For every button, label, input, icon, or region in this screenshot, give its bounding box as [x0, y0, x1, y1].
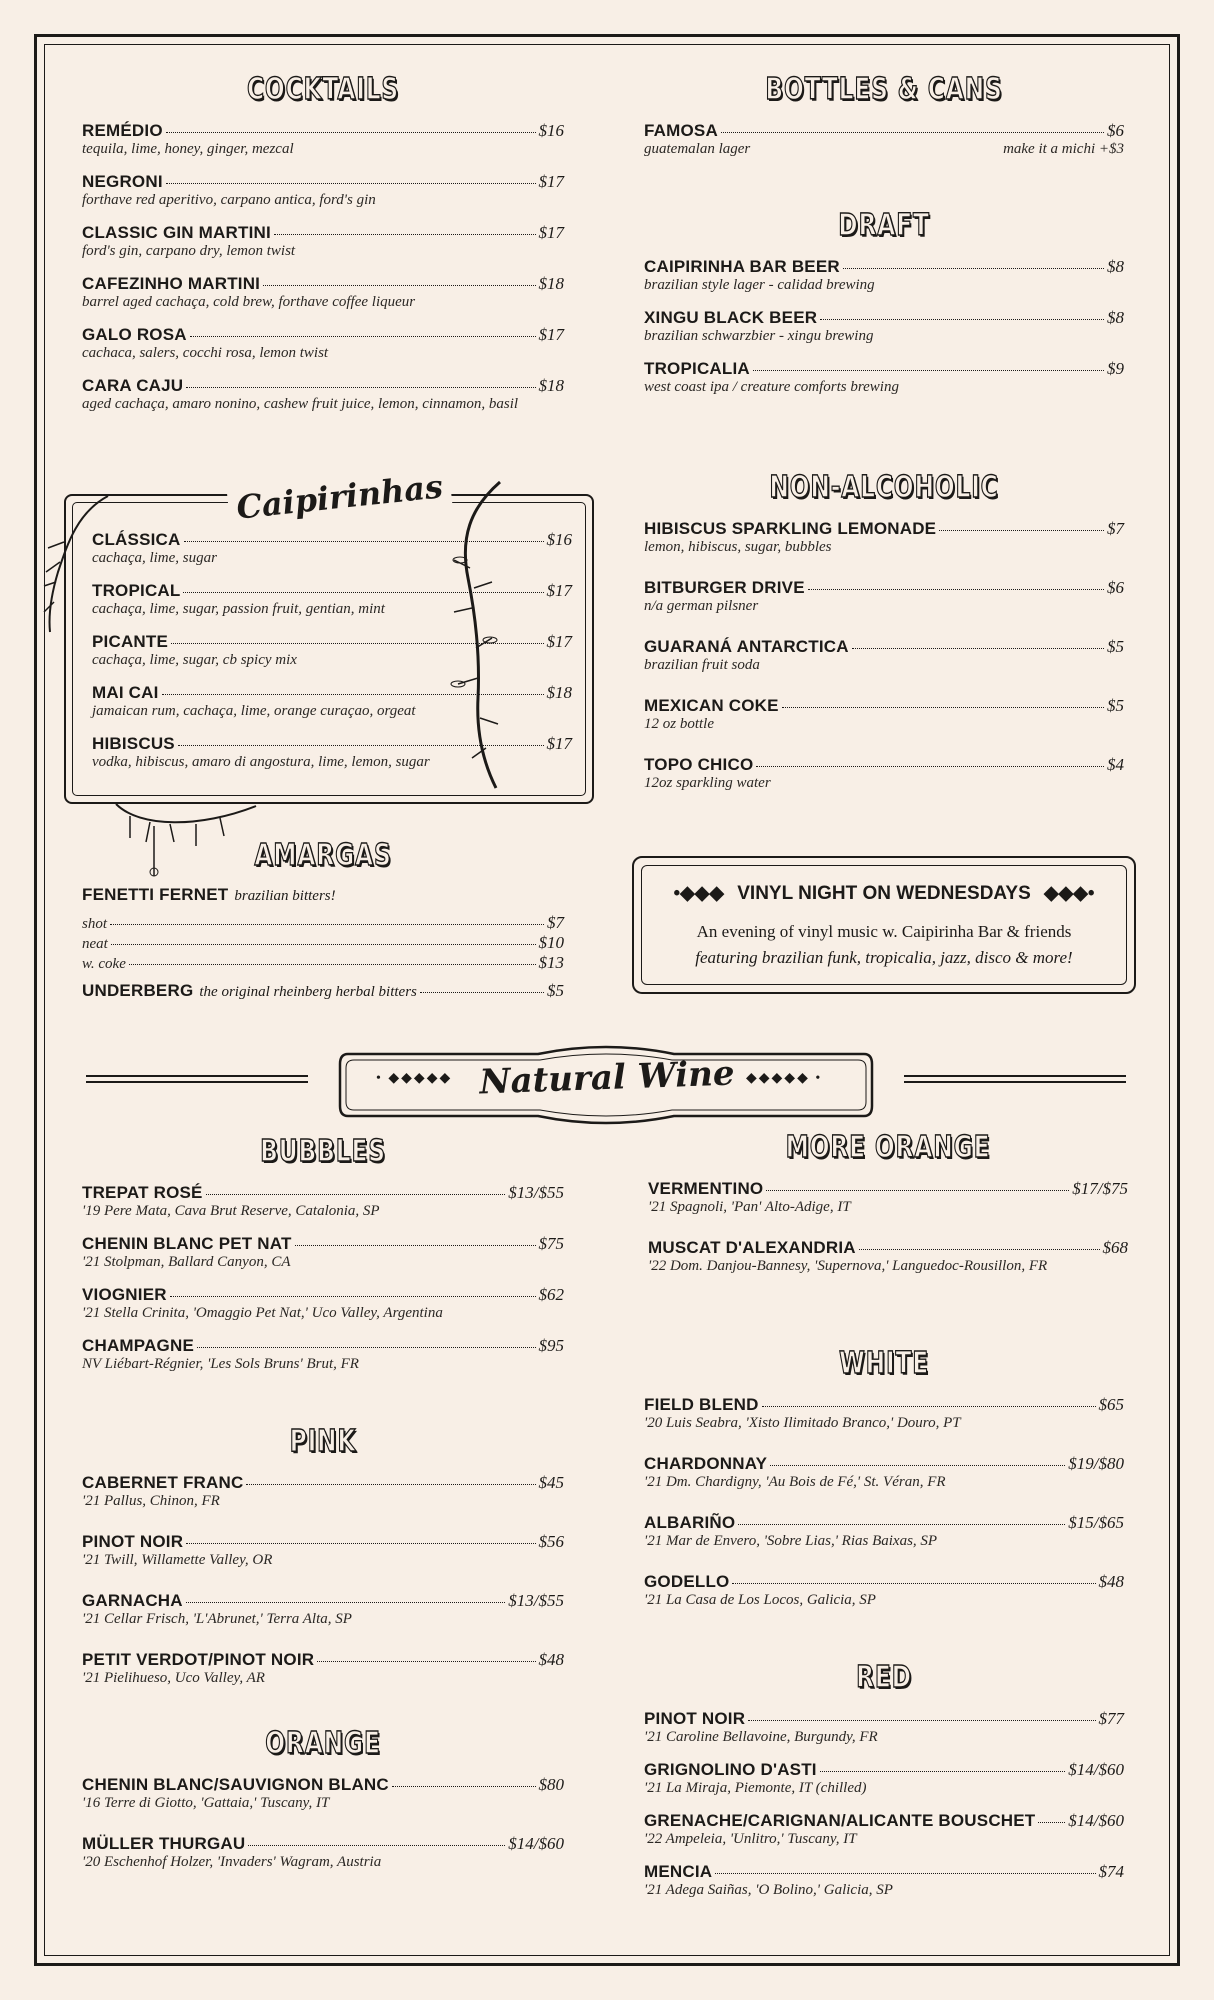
item-price: $18	[538, 274, 564, 293]
leader-dots	[715, 1873, 1095, 1874]
more-orange-list	[648, 1179, 1128, 1275]
leader-dots	[111, 944, 536, 945]
item-price: $6	[1107, 578, 1124, 597]
leader-dots	[186, 1543, 535, 1544]
item-price: $17	[538, 325, 564, 344]
item-price: $56	[538, 1532, 564, 1551]
item-desc: '21 La Miraja, Piemonte, IT (chilled)	[644, 1780, 867, 1796]
item-name: PINOT NOIR	[644, 1709, 746, 1728]
vinyl-night-box	[632, 856, 1136, 994]
item-desc: '21 Cellar Frisch, 'L'Abrunet,' Terra Alta, SP	[82, 1611, 352, 1627]
menu-item	[644, 637, 1124, 674]
item-price: $17	[538, 223, 564, 242]
menu-item	[644, 1454, 1124, 1491]
cocktails-list	[82, 121, 564, 413]
menu-item	[644, 578, 1124, 615]
item-price: $13/$55	[508, 1591, 564, 1610]
bubbles-list	[82, 1183, 564, 1373]
item-desc: '21 Dm. Chardigny, 'Au Bois de Fé,' St. Véran, FR	[644, 1474, 946, 1490]
leader-dots	[246, 1484, 535, 1485]
item-name: CLASSIC GIN MARTINI	[82, 223, 271, 242]
item-desc: '16 Terre di Giotto, 'Gattaia,' Tuscany, IT	[82, 1795, 330, 1811]
item-extra: make it a michi +$3	[1003, 141, 1124, 157]
menu-item	[82, 376, 564, 413]
leader-dots	[317, 1661, 535, 1662]
menu-item	[82, 1650, 564, 1687]
orange-section	[82, 1726, 564, 1893]
item-price: $5	[1107, 637, 1124, 656]
draft-list	[644, 257, 1124, 396]
leader-dots	[129, 964, 536, 965]
menu-item	[82, 274, 564, 311]
item-desc: '21 La Casa de Los Locos, Galicia, SP	[644, 1592, 876, 1608]
pink-list	[82, 1473, 564, 1687]
fernet-options	[82, 913, 564, 973]
item-desc: '21 Pielihueso, Uco Valley, AR	[82, 1670, 265, 1686]
item-name: MAI CAI	[92, 683, 159, 702]
item-name: FAMOSA	[644, 121, 718, 140]
item-desc: vodka, hibiscus, amaro di angostura, lime, lemon, sugar	[92, 754, 430, 770]
fernet-row	[82, 885, 564, 905]
item-name: GUARANÁ ANTARCTICA	[644, 637, 849, 656]
item-price: $14/$60	[1068, 1760, 1124, 1779]
item-desc: lemon, hibiscus, sugar, bubbles	[644, 539, 832, 555]
leader-dots	[756, 766, 1104, 767]
item-name: VIOGNIER	[82, 1285, 167, 1304]
item-name: XINGU BLACK BEER	[644, 308, 818, 327]
item-price: $17	[546, 734, 572, 753]
item-name: CAIPIRINHA BAR BEER	[644, 257, 840, 276]
option-row	[82, 933, 564, 953]
item-name: CHARDONNAY	[644, 1454, 768, 1473]
menu-item	[644, 1513, 1124, 1550]
item-price: $13/$55	[508, 1183, 564, 1202]
item-name: HIBISCUS SPARKLING LEMONADE	[644, 519, 937, 538]
menu-item	[644, 257, 1124, 294]
item-price: $6	[1107, 121, 1124, 140]
menu-item	[644, 121, 1124, 158]
vinyl-line1: An evening of vinyl music w. Caipirinha Bar & friends	[696, 922, 1072, 941]
item-price: $17	[546, 581, 572, 600]
item-name: PICANTE	[92, 632, 169, 651]
banner-ornament-right: ◆◆◆◆◆ •	[746, 1071, 823, 1086]
section-title: AMARGAS	[254, 838, 392, 873]
more-orange-section	[648, 1130, 1128, 1297]
leader-dots	[184, 541, 544, 542]
menu-item	[644, 755, 1124, 792]
menu-item	[644, 308, 1124, 345]
item-price: $10	[538, 933, 564, 952]
item-price: $19/$80	[1068, 1454, 1124, 1473]
item-name: CLÁSSICA	[92, 530, 181, 549]
caipirinhas-list	[92, 530, 572, 771]
menu-item	[92, 632, 572, 669]
section-title: RED	[856, 1660, 912, 1695]
leader-dots	[197, 1347, 536, 1348]
item-price: $48	[538, 1650, 564, 1669]
item-price: $8	[1107, 257, 1124, 276]
leader-dots	[808, 589, 1104, 590]
leader-dots	[770, 1465, 1065, 1466]
item-name: MÜLLER THURGAU	[82, 1834, 246, 1853]
item-desc: '21 Stella Crinita, 'Omaggio Pet Nat,' Uco Valley, Argentina	[82, 1305, 443, 1321]
item-note: the original rheinberg herbal bitters	[199, 984, 417, 1000]
menu-item	[82, 223, 564, 260]
item-name: GARNACHA	[82, 1591, 183, 1610]
section-title: PINK	[289, 1424, 357, 1459]
item-desc: guatemalan lager	[644, 141, 751, 157]
option-label: shot	[82, 916, 108, 932]
item-price: $80	[538, 1775, 564, 1794]
item-price: $18	[538, 376, 564, 395]
item-desc: ford's gin, carpano dry, lemon twist	[82, 243, 296, 259]
section-title: COCKTAILS	[246, 72, 400, 107]
item-price: $9	[1107, 359, 1124, 378]
item-desc: jamaican rum, cachaça, lime, orange curaçao, orgeat	[92, 703, 416, 719]
leader-dots	[843, 268, 1104, 269]
section-title: BOTTLES & CANS	[765, 72, 1003, 107]
menu-item	[82, 172, 564, 209]
item-name: PETIT VERDOT/PINOT NOIR	[82, 1650, 315, 1669]
item-price: $45	[538, 1473, 564, 1492]
item-price: $7	[547, 913, 564, 932]
item-price: $65	[1098, 1395, 1124, 1414]
leader-dots	[762, 1406, 1096, 1407]
underberg-row	[82, 981, 564, 1001]
item-name: REMÉDIO	[82, 121, 163, 140]
ornament-icon: •◆◆◆	[673, 883, 724, 904]
vinyl-title: VINYL NIGHT ON WEDNESDAYS	[737, 883, 1031, 904]
leader-dots	[738, 1524, 1065, 1525]
option-label: w. coke	[82, 956, 126, 972]
item-desc: '21 Spagnoli, 'Pan' Alto-Adige, IT	[648, 1199, 851, 1215]
leader-dots	[274, 234, 536, 235]
item-price: $14/$60	[1068, 1811, 1124, 1830]
leader-dots	[295, 1245, 536, 1246]
item-name: UNDERBERG	[82, 981, 194, 1000]
item-desc: '20 Eschenhof Holzer, 'Invaders' Wagram, Austria	[82, 1854, 382, 1870]
item-desc: '21 Pallus, Chinon, FR	[82, 1493, 220, 1509]
item-name: CHAMPAGNE	[82, 1336, 194, 1355]
item-desc: n/a german pilsner	[644, 598, 759, 614]
item-name: MUSCAT D'ALEXANDRIA	[648, 1238, 856, 1257]
leader-dots	[748, 1720, 1095, 1721]
leader-dots	[171, 643, 543, 644]
leader-dots	[170, 1296, 536, 1297]
leader-dots	[263, 285, 535, 286]
item-desc: NV Liébart-Régnier, 'Les Sols Bruns' Brut, FR	[82, 1356, 359, 1372]
leader-dots	[162, 694, 544, 695]
item-name: PINOT NOIR	[82, 1532, 184, 1551]
menu-item	[82, 1285, 564, 1322]
item-name: FIELD BLEND	[644, 1395, 759, 1414]
amargas-section	[82, 838, 564, 1001]
vinyl-line2: featuring brazilian funk, tropicalia, jazz, disco & more!	[695, 948, 1073, 967]
leader-dots	[248, 1845, 505, 1846]
ornament-icon: ◆◆◆•	[1044, 883, 1095, 904]
item-desc: '21 Adega Saiñas, 'O Bolino,' Galicia, SP	[644, 1882, 893, 1898]
leader-dots	[782, 707, 1104, 708]
menu-item	[644, 1862, 1124, 1899]
item-price: $62	[538, 1285, 564, 1304]
bottles-section	[644, 72, 1124, 172]
item-desc: '21 Caroline Bellavoine, Burgundy, FR	[644, 1729, 878, 1745]
section-title: WHITE	[839, 1346, 929, 1381]
item-price: $68	[1102, 1238, 1128, 1257]
leader-dots	[753, 370, 1104, 371]
section-title: ORANGE	[265, 1726, 381, 1761]
item-price: $15/$65	[1068, 1513, 1124, 1532]
bubbles-section	[82, 1134, 564, 1387]
cocktails-section	[82, 72, 564, 427]
pink-section	[82, 1424, 564, 1709]
item-desc: aged cachaça, amaro nonino, cashew fruit juice, lemon, cinnamon, basil	[82, 396, 519, 412]
menu-item	[644, 1811, 1124, 1848]
caipirinhas-section	[92, 530, 572, 785]
item-price: $74	[1098, 1862, 1124, 1881]
item-name: CHENIN BLANC PET NAT	[82, 1234, 292, 1253]
white-list	[644, 1395, 1124, 1609]
item-price: $14/$60	[508, 1834, 564, 1853]
leader-dots	[820, 1771, 1066, 1772]
item-desc: cachaça, lime, sugar, passion fruit, gentian, mint	[92, 601, 385, 617]
item-desc: west coast ipa / creature comforts brewing	[644, 379, 899, 395]
item-name: VERMENTINO	[648, 1179, 764, 1198]
red-list	[644, 1709, 1124, 1899]
menu-item	[82, 1532, 564, 1569]
item-desc: tequila, lime, honey, ginger, mezcal	[82, 141, 294, 157]
item-note: brazilian bitters!	[234, 888, 336, 904]
menu-item	[82, 325, 564, 362]
item-price: $17	[538, 172, 564, 191]
menu-item	[644, 1709, 1124, 1746]
menu-item	[644, 1572, 1124, 1609]
menu-item	[82, 1234, 564, 1271]
leader-dots	[420, 992, 544, 993]
menu-item	[644, 1760, 1124, 1797]
item-price: $7	[1107, 519, 1124, 538]
leader-dots	[859, 1249, 1100, 1250]
leader-dots	[939, 530, 1104, 531]
item-desc: cachaça, lime, sugar	[92, 550, 217, 566]
menu-item	[92, 581, 572, 618]
item-name: CARA CAJU	[82, 376, 184, 395]
leader-dots	[732, 1583, 1095, 1584]
item-desc: barrel aged cachaça, cold brew, forthave coffee liqueur	[82, 294, 416, 310]
menu-item	[82, 1834, 564, 1871]
draft-section	[644, 208, 1124, 410]
menu-item	[648, 1238, 1128, 1275]
item-name: GRIGNOLINO D'ASTI	[644, 1760, 817, 1779]
item-desc: '22 Ampeleia, 'Unlitro,' Tuscany, IT	[644, 1831, 857, 1847]
item-desc: 12 oz bottle	[644, 716, 714, 732]
leader-dots	[766, 1190, 1069, 1191]
non-alcoholic-list	[644, 519, 1124, 792]
item-name: CAFEZINHO MARTINI	[82, 274, 261, 293]
item-desc: forthave red aperitivo, carpano antica, ford's gin	[82, 192, 376, 208]
menu-item	[92, 683, 572, 720]
option-row	[82, 913, 564, 933]
menu-item	[92, 734, 572, 771]
leader-dots	[186, 1602, 506, 1603]
leader-dots	[206, 1194, 506, 1195]
item-name: ALBARIÑO	[644, 1513, 736, 1532]
menu-item	[92, 530, 572, 567]
leader-dots	[186, 387, 535, 388]
leader-dots	[820, 319, 1104, 320]
item-name: NEGRONI	[82, 172, 163, 191]
item-price: $18	[546, 683, 572, 702]
item-price: $95	[538, 1336, 564, 1355]
item-desc: brazilian fruit soda	[644, 657, 760, 673]
leader-dots	[392, 1786, 536, 1787]
option-row	[82, 953, 564, 973]
item-price: $75	[538, 1234, 564, 1253]
item-price: $16	[546, 530, 572, 549]
item-name: TROPICAL	[92, 581, 181, 600]
item-name: CHENIN BLANC/SAUVIGNON BLANC	[82, 1775, 389, 1794]
menu-item	[644, 359, 1124, 396]
red-section	[644, 1660, 1124, 1913]
natural-wine-title: Natural Wine	[478, 1053, 736, 1103]
item-name: TOPO CHICO	[644, 755, 754, 774]
item-name: GALO ROSA	[82, 325, 187, 344]
item-desc: '21 Mar de Envero, 'Sobre Lias,' Rias Baixas, SP	[644, 1533, 938, 1549]
item-price: $77	[1098, 1709, 1124, 1728]
item-price: $4	[1107, 755, 1124, 774]
item-desc: '19 Pere Mata, Cava Brut Reserve, Catalonia, SP	[82, 1203, 380, 1219]
item-price: $5	[547, 981, 564, 1000]
section-title: DRAFT	[838, 208, 930, 243]
item-price: $48	[1098, 1572, 1124, 1591]
menu-item	[82, 1775, 564, 1812]
menu-item	[648, 1179, 1128, 1216]
orange-list	[82, 1775, 564, 1871]
menu-item	[82, 1336, 564, 1373]
item-desc: '21 Twill, Willamette Valley, OR	[82, 1552, 273, 1568]
leader-dots	[110, 924, 544, 925]
item-price: $17	[546, 632, 572, 651]
item-name: BITBURGER DRIVE	[644, 578, 805, 597]
item-price: $17/$75	[1072, 1179, 1128, 1198]
item-name: FENETTI FERNET	[82, 885, 229, 904]
leader-dots	[1038, 1822, 1065, 1823]
section-title: MORE ORANGE	[785, 1130, 991, 1165]
item-name: CABERNET FRANC	[82, 1473, 244, 1492]
item-price: $13	[538, 953, 564, 972]
item-desc: brazilian schwarzbier - xingu brewing	[644, 328, 874, 344]
leader-dots	[190, 336, 536, 337]
section-title: NON-ALCOHOLIC	[769, 470, 999, 505]
item-name: TROPICALIA	[644, 359, 750, 378]
menu-item	[644, 696, 1124, 733]
item-desc: 12oz sparkling water	[644, 775, 771, 791]
item-price: $8	[1107, 308, 1124, 327]
menu-item	[82, 121, 564, 158]
menu-item	[644, 1395, 1124, 1432]
section-title: BUBBLES	[260, 1134, 386, 1169]
menu-item	[644, 519, 1124, 556]
leader-dots	[166, 132, 536, 133]
item-name: TREPAT ROSÉ	[82, 1183, 203, 1202]
item-desc: '21 Stolpman, Ballard Canyon, CA	[82, 1254, 291, 1270]
item-desc: '20 Luis Seabra, 'Xisto Ilimitado Branco,' Douro, PT	[644, 1415, 961, 1431]
item-desc: '22 Dom. Danjou-Bannesy, 'Supernova,' Languedoc-Rousillon, FR	[648, 1258, 1048, 1274]
leader-dots	[166, 183, 536, 184]
caipirinhas-title: Caipirinhas	[227, 466, 453, 527]
item-desc: cachaça, lime, sugar, cb spicy mix	[92, 652, 297, 668]
item-desc: brazilian style lager - calidad brewing	[644, 277, 875, 293]
leader-dots	[852, 648, 1104, 649]
item-price: $16	[538, 121, 564, 140]
menu-item	[82, 1591, 564, 1628]
item-desc: cachaca, salers, cocchi rosa, lemon twist	[82, 345, 329, 361]
item-name: GRENACHE/CARIGNAN/ALICANTE BOUSCHET	[644, 1811, 1036, 1830]
item-name: GODELLO	[644, 1572, 730, 1591]
banner-ornament-left: • ◆◆◆◆◆	[376, 1071, 453, 1086]
white-section	[644, 1346, 1124, 1631]
item-price: $5	[1107, 696, 1124, 715]
item-name: MENCIA	[644, 1862, 713, 1881]
non-alcoholic-section	[644, 470, 1124, 814]
menu-item	[82, 1183, 564, 1220]
leader-dots	[178, 745, 544, 746]
item-name: HIBISCUS	[92, 734, 175, 753]
leader-dots	[183, 592, 543, 593]
leader-dots	[721, 132, 1104, 133]
item-name: MEXICAN COKE	[644, 696, 779, 715]
option-label: neat	[82, 936, 108, 952]
menu-item	[82, 1473, 564, 1510]
